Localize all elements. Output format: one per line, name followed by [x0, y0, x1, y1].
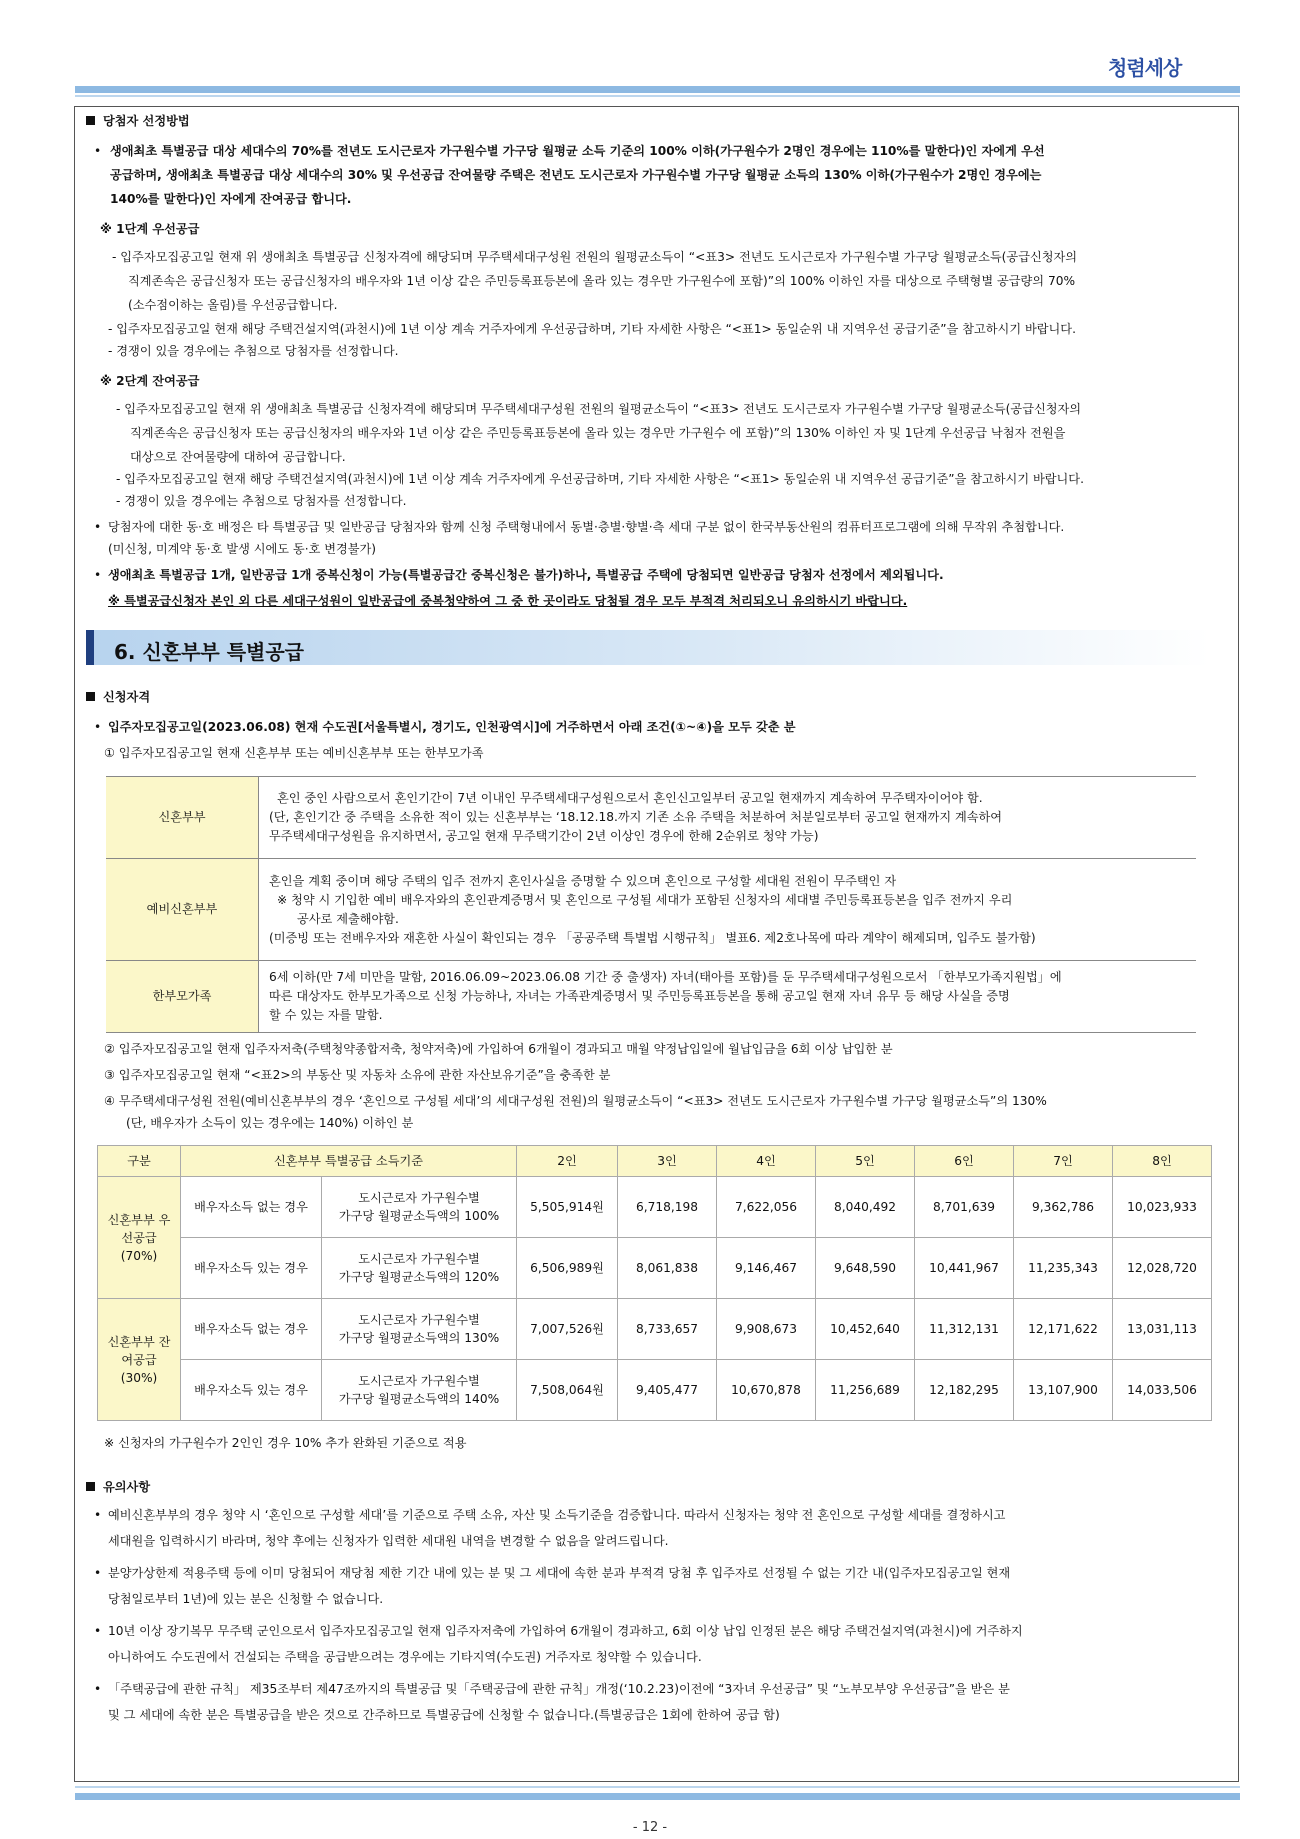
condition-4-line2: (단, 배우자가 소득이 있는 경우에는 140%) 이하인 분: [126, 1116, 414, 1130]
caution-1-line2: 세대원을 입력하시기 바라며, 청약 후에는 신청자가 입력한 세대원 내역을 변경할 수 없음을 알려드립니다.: [108, 1534, 669, 1548]
table-row: [98, 1177, 1212, 1238]
top-rule-thin: [75, 95, 1240, 97]
value-cell: 10,452,640: [816, 1299, 915, 1360]
value-cell: 14,033,506: [1113, 1360, 1212, 1421]
caution-4-line2: 및 그 세대에 속한 분은 특별공급을 받은 것으로 간주하므로 특별공급에 신청할 수 없습니다.(특별공급은 1회에 한하여 공급 함): [108, 1708, 780, 1722]
value-cell: 8,061,838: [618, 1238, 717, 1299]
basis-cell: [322, 1299, 517, 1360]
basis-line: 가구당 월평균소득액의 120%: [338, 1270, 500, 1284]
income-table-note: ※ 신청자의 가구원수가 2인인 경우 10% 추가 완화된 기준으로 적용: [104, 1436, 467, 1450]
page-number: - 12 -: [632, 1820, 668, 1835]
basis-line: 도시근로자 가구원수별: [358, 1191, 480, 1205]
selection-p3-line1: 생애최초 특별공급 1개, 일반공급 1개 중복신청이 가능(특별공급간 중복신청은 불가)하나, 특별공급 주택에 당첨되면 일반공급 당첨자 선정에서 제외됩니다.: [108, 568, 944, 582]
value-cell: 10,023,933: [1113, 1177, 1212, 1238]
bullet-dot: •: [94, 520, 102, 534]
selection-p1-line1: 생애최초 특별공급 대상 세대수의 70%를 전년도 도시근로자 가구원수별 가구당 월평균 소득 기준의 100% 이하(가구원수가 2명인 경우에는 110%를 말한다)인 자에게 우선: [110, 144, 1045, 158]
header-cell: 8인: [1113, 1146, 1212, 1177]
value-cell: 8,701,639: [915, 1177, 1014, 1238]
qualification-line: 6세 이하(만 7세 미만을 말함, 2016.06.09~2023.06.08 기간 중 출생자) 자녀(태아를 포함)를 둔 무주택세대구성원으로서 「한부모가족지원법」에: [269, 970, 1062, 984]
qualification-line: 무주택세대구성원을 유지하면서, 공고일 현재 무주택기간이 2년 이상인 경우에 한해 2순위로 청약 가능): [269, 829, 819, 843]
group-label: 신혼부부 잔여공급 (30%): [98, 1299, 181, 1421]
value-cell: 10,670,878: [717, 1360, 816, 1421]
value-cell: 9,362,786: [1014, 1177, 1113, 1238]
value-cell: 12,171,622: [1014, 1299, 1113, 1360]
caution-1-line1: 예비신혼부부의 경우 청약 시 ‘혼인으로 구성할 세대’를 기준으로 주택 소유, 자산 및 소득기준을 검증합니다. 따라서 신청자는 청약 전 혼인으로 구성할 세대를 결정하시고: [108, 1508, 1006, 1522]
selection-p2-line2: (미신청, 미계약 동·호 발생 시에도 동·호 변경불가): [108, 542, 377, 556]
value-cell: 8,733,657: [618, 1299, 717, 1360]
stage1-line2: 직계존속은 공급신청자 또는 공급신청자의 배우자와 1년 이상 같은 주민등록표등본에 올라 있는 경우만 가구원수에 포함)”의 100% 이하인 자를 대상으로 주택형별 공급량의 70%: [128, 274, 1076, 288]
value-cell: 6,506,989원: [517, 1238, 618, 1299]
value-cell: 6,718,198: [618, 1177, 717, 1238]
bottom-rule: [75, 1793, 1240, 1800]
value-cell: 11,312,131: [915, 1299, 1014, 1360]
qualification-heading-text: 신청자격: [103, 690, 151, 704]
qualification-line: (미증빙 또는 전배우자와 재혼한 사실이 확인되는 경우 「공공주택 특별법 시행규칙」 별표6. 제2호나목에 따라 계약이 해제되며, 입주도 불가함): [269, 930, 1036, 945]
stage1-line5: - 경쟁이 있을 경우에는 추첨으로 당첨자를 선정합니다.: [108, 344, 399, 358]
value-cell: 11,235,343: [1014, 1238, 1113, 1299]
stage1-line1: - 입주자모집공고일 현재 위 생애최초 특별공급 신청자격에 해당되며 무주택세대구성원 전원의 월평균소득이 “<표3> 전년도 도시근로자 가구원수별 가구당 월평균소득(공급신청자의: [112, 250, 1078, 264]
case-cell: 배우자소득 있는 경우: [181, 1238, 322, 1299]
basis-cell: [322, 1177, 517, 1238]
bullet-dot: •: [94, 720, 102, 734]
value-cell: 9,405,477: [618, 1360, 717, 1421]
qualification-line: 혼인을 계획 중이며 해당 주택의 입주 전까지 혼인사실을 증명할 수 있으며 혼인으로 구성할 세대원 전원이 무주택인 자: [269, 873, 897, 888]
value-cell: 8,040,492: [816, 1177, 915, 1238]
caution-heading: [86, 1478, 150, 1497]
qualification-line: (단, 혼인기간 중 주택을 소유한 적이 있는 신혼부부는 ‘18.12.18.까지 기존 소유 주택을 처분하여 처분일로부터 공고일 현재까지 계속하여: [269, 810, 1003, 824]
logo-text: 청렴세상: [1108, 56, 1182, 80]
square-bullet-icon: [86, 692, 95, 701]
selection-p1-line3: 140%를 말한다)인 자에게 잔여공급 합니다.: [110, 192, 352, 206]
header-cell: 3인: [618, 1146, 717, 1177]
basis-line: 도시근로자 가구원수별: [358, 1252, 480, 1266]
bullet-dot: •: [94, 1682, 102, 1696]
qualification-table: [106, 776, 1196, 1033]
basis-cell: [322, 1238, 517, 1299]
value-cell: 7,007,526원: [517, 1299, 618, 1360]
value-cell: 9,648,590: [816, 1238, 915, 1299]
condition-3: ③ 입주자모집공고일 현재 “<표2>의 부동산 및 자동차 소유에 관한 자산보유기준”을 충족한 분: [104, 1068, 611, 1082]
stage2-line2: 직계존속은 공급신청자 또는 공급신청자의 배우자와 1년 이상 같은 주민등록표등본에 올라 있는 경우만 가구원수 에 포함)”의 130% 이하인 자 및 1단계 우선공급 낙첨자 전원을: [130, 426, 1066, 440]
table-row: [98, 1238, 1212, 1299]
stage2-line1: - 입주자모집공고일 현재 위 생애최초 특별공급 신청자격에 해당되며 무주택세대구성원 전원의 월평균소득이 “<표3> 전년도 도시근로자 가구원수별 가구당 월평균소득(공급신청자의: [116, 402, 1082, 416]
condition-4-line1: ④ 무주택세대구성원 전원(예비신혼부부의 경우 ‘혼인으로 구성될 세대’의 세대구성원 전원)의 월평균소득이 “<표3> 전년도 도시근로자 가구원수별 가구당 월평균소득”의 130%: [104, 1094, 1047, 1108]
qualification-line: 혼인 중인 사람으로서 혼인기간이 7년 이내인 무주택세대구성원으로서 혼인신고일부터 공고일 현재까지 계속하여 무주택자이어야 함.: [277, 791, 983, 805]
selection-heading-text: 당첨자 선정방법: [103, 114, 190, 128]
selection-heading: [86, 112, 190, 131]
group-label: 신혼부부 우선공급 (70%): [98, 1177, 181, 1299]
header-cell: 4인: [717, 1146, 816, 1177]
value-cell: 7,508,064원: [517, 1360, 618, 1421]
section-header-bar: [86, 630, 94, 665]
bullet-dot: •: [94, 1624, 102, 1638]
basis-line: 가구당 월평균소득액의 130%: [338, 1331, 500, 1345]
income-table: [97, 1145, 1212, 1421]
qualification-row: [106, 859, 1196, 961]
qualification-content: [259, 859, 1197, 961]
caution-2-line2: 당첨일로부터 1년)에 있는 분은 신청할 수 없습니다.: [108, 1592, 384, 1606]
condition-1: ① 입주자모집공고일 현재 신혼부부 또는 예비신혼부부 또는 한부모가족: [104, 746, 484, 760]
basis-line: 가구당 월평균소득액의 140%: [338, 1392, 500, 1406]
table-row: [98, 1360, 1212, 1421]
case-cell: 배우자소득 있는 경우: [181, 1360, 322, 1421]
stage1-title: ※ 1단계 우선공급: [100, 222, 200, 236]
header-cell: 7인: [1014, 1146, 1113, 1177]
header-cell: 5인: [816, 1146, 915, 1177]
bullet-dot: •: [94, 568, 102, 582]
header-cell: 6인: [915, 1146, 1014, 1177]
stage2-line3: 대상으로 잔여물량에 대하여 공급합니다.: [130, 450, 346, 464]
value-cell: 10,441,967: [915, 1238, 1014, 1299]
qualification-label: 한부모가족: [106, 961, 259, 1033]
caution-4-line1: 「주택공급에 관한 규칙」 제35조부터 제47조까지의 특별공급 및「주택공급에 관한 규칙」개정(‘10.2.23)이전에 “3자녀 우선공급” 및 “노부모부양 우선공급”을 받은 분: [108, 1682, 1010, 1696]
qualification-line: ※ 청약 시 기입한 예비 배우자와의 혼인관계증명서 및 혼인으로 구성될 세대가 포함된 신청자의 세대별 주민등록표등본을 입주 전까지 우리: [277, 892, 1013, 907]
selection-p2-line1: 당첨자에 대한 동·호 배정은 타 특별공급 및 일반공급 당첨자와 함께 신청 주택형내에서 동별·층별·향별·측 세대 구분 없이 한국부동산원의 컴퓨터프로그램에 의해 무작위 추첨합니다.: [108, 520, 1065, 534]
stage2-line5: - 경쟁이 있을 경우에는 추첨으로 당첨자를 선정합니다.: [116, 494, 407, 508]
qualification-row: [106, 777, 1196, 859]
caution-3-line1: 10년 이상 장기복무 무주택 군인으로서 입주자모집공고일 현재 입주자저축에 가입하여 6개월이 경과하고, 6회 이상 납입 인정된 분은 해당 주택건설지역(과천시)에 거주하지: [108, 1624, 1023, 1638]
income-table-header: [98, 1146, 1212, 1177]
condition-2: ② 입주자모집공고일 현재 입주자저축(주택청약종합저축, 청약저축)에 가입하여 6개월이 경과되고 매월 약정납입일에 월납입금을 6회 이상 납입한 분: [104, 1042, 893, 1056]
table-row: [98, 1299, 1212, 1360]
qualification-line: 할 수 있는 자를 말함.: [269, 1008, 383, 1022]
square-bullet-icon: [86, 116, 95, 125]
basis-line: 가구당 월평균소득액의 100%: [338, 1209, 500, 1223]
caution-heading-text: 유의사항: [103, 1480, 151, 1494]
value-cell: 11,256,689: [816, 1360, 915, 1421]
logo: [1108, 52, 1181, 81]
qualification-label: 예비신혼부부: [106, 859, 259, 961]
bullet-dot: •: [94, 1508, 102, 1522]
section-title: 6. 신혼부부 특별공급: [114, 640, 304, 664]
stage1-line3: (소수점이하는 올림)를 우선공급합니다.: [128, 298, 338, 312]
qualification-line: 공사로 제출해야함.: [297, 911, 399, 926]
top-rule: [75, 86, 1240, 93]
caution-3-line2: 아니하여도 수도권에서 건설되는 주택을 공급받으려는 경우에는 기타지역(수도권) 거주자로 청약할 수 있습니다.: [108, 1650, 702, 1664]
bullet-dot: •: [94, 1566, 102, 1580]
value-cell: 9,908,673: [717, 1299, 816, 1360]
header-cell: 신혼부부 특별공급 소득기준: [181, 1146, 517, 1177]
basis-line: 도시근로자 가구원수별: [358, 1313, 480, 1327]
caution-2-line1: 분양가상한제 적용주택 등에 이미 당첨되어 재당첨 제한 기간 내에 있는 분 및 그 세대에 속한 분과 부적격 당첨 후 입주자로 선정될 수 없는 기간 내(입주자모집공고일 현재: [108, 1566, 1011, 1580]
square-bullet-icon: [86, 1482, 95, 1491]
value-cell: 13,107,900: [1014, 1360, 1113, 1421]
header-cell: 2인: [517, 1146, 618, 1177]
bullet-dot: •: [94, 144, 102, 158]
stage1-line4: - 입주자모집공고일 현재 해당 주택건설지역(과천시)에 1년 이상 계속 거주자에게 우선공급하며, 기타 자세한 사항은 “<표1> 동일순위 내 지역우선 공급기준”을 참고하시기 바랍니다.: [108, 322, 1076, 336]
bottom-rule-thin: [75, 1786, 1240, 1788]
stage2-line4: - 입주자모집공고일 현재 해당 주택건설지역(과천시)에 1년 이상 계속 거주자에게 우선공급하며, 기타 자세한 사항은 “<표1> 동일순위 내 지역우선 공급기준”을 참고하시기 바랍니다.: [116, 472, 1084, 486]
qualification-label: 신혼부부: [106, 777, 259, 859]
basis-line: 도시근로자 가구원수별: [358, 1374, 480, 1388]
qualification-row: [106, 961, 1196, 1033]
case-cell: 배우자소득 없는 경우: [181, 1177, 322, 1238]
value-cell: 5,505,914원: [517, 1177, 618, 1238]
value-cell: 13,031,113: [1113, 1299, 1212, 1360]
qualification-content: [259, 777, 1197, 859]
section-header: [86, 630, 1210, 665]
value-cell: 12,028,720: [1113, 1238, 1212, 1299]
basis-cell: [322, 1360, 517, 1421]
qualification-line: 따른 대상자도 한부모가족으로 신청 가능하나, 자녀는 가족관계증명서 및 주민등록표등본을 통해 공고일 현재 자녀 유무 등 해당 사실을 증명: [269, 989, 1010, 1003]
value-cell: 7,622,056: [717, 1177, 816, 1238]
value-cell: 12,182,295: [915, 1360, 1014, 1421]
stage2-title: ※ 2단계 잔여공급: [100, 374, 200, 388]
header-cell: 구분: [98, 1146, 181, 1177]
selection-p1-line2: 공급하며, 생애최초 특별공급 대상 세대수의 30% 및 우선공급 잔여물량 주택은 전년도 도시근로자 가구원수별 가구당 월평균 소득의 130% 이하(가구원수가 2명인 경우에는: [110, 168, 1042, 182]
value-cell: 9,146,467: [717, 1238, 816, 1299]
case-cell: 배우자소득 없는 경우: [181, 1299, 322, 1360]
qualification-heading: [86, 688, 150, 707]
qualification-main: 입주자모집공고일(2023.06.08) 현재 수도권[서울특별시, 경기도, 인천광역시]에 거주하면서 아래 조건(①~④)을 모두 갖춘 분: [108, 720, 796, 734]
selection-warning-note: ※ 특별공급신청자 본인 외 다른 세대구성원이 일반공급에 중복청약하여 그 중 한 곳이라도 당첨될 경우 모두 부적격 처리되오니 유의하시기 바랍니다.: [108, 594, 908, 608]
qualification-content: [259, 961, 1197, 1033]
